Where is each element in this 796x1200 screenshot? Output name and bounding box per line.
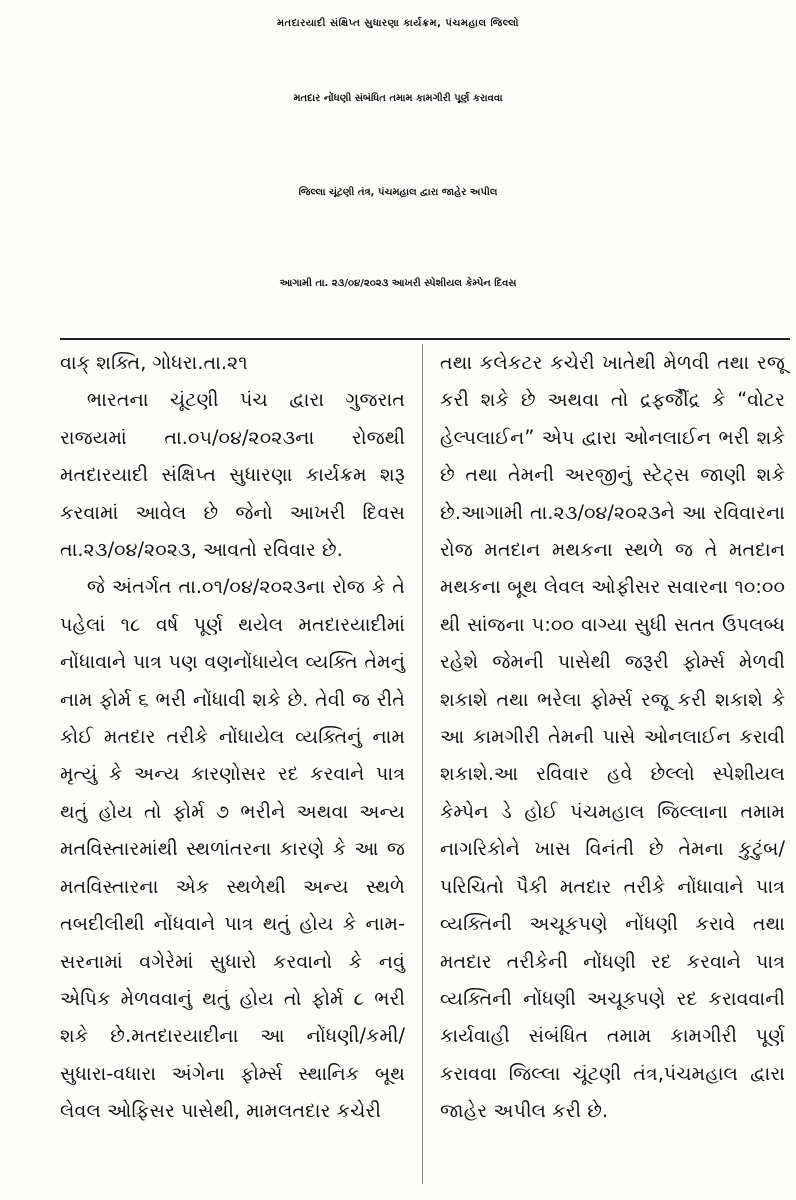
left-paragraph-2: જે અંતર્ગત તા.૦૧/૦૪/૨૦૨૩ના રોજ કે તે પહેલાં ૧૮ વર્ષ પૂર્ણ થયેલ મતદારયાદીમાં નોંધાવાને પાત્ર પણ વણનોંધાયેલ વ્યક્તિ તેમનું નામ ફોર્મ ૬ ભરી નોંધાવી શકે છે. તેવી જ રીતે કોઈ મતદાર તરીકે નોંધાયેલ વ્યક્તિનું નામ મૃત્યું કે અન્ય કારણોસર રદ કરવાને પાત્ર થતું હોય તો ફોર્મ ૭ ભરીને અથવા અન્ય મતવિસ્તારમાંથી સ્થળાંતરના કારણે કે આ જ મતવિસ્તારના એક સ્થળેથી અન્ય સ્થળે તબદીલીથી નોંધવાને પાત્ર થતું હોય કે નામ-સરનામાં વગેરેમાં સુધારો કરવાનો કે નવું એપિક મેળવવાનું થતું હોય તો ફોર્મ ૮ ભરી શકે છે.મતદારયાદીના આ નોંધણી/કમી/સુધારા-વધારા અંગેના ફોર્મ્સ સ્થાનિક બૂથ લેવલ ઓફિસર પાસેથી, મામલતદાર કચેરી bbox=[60, 575, 405, 1123]
dateline: વાક્ શક્તિ, ગોધરા.તા.૨૧ bbox=[60, 351, 248, 374]
right-paragraph-1: તથા કલેકટર કચેરી ખાતેથી મેળવી તથા રજૂ કરી શકે છે અથવા તો દ્રફજીૈંદ્ર કે “વોટર હેલ્પલાઈન” એપ દ્વારા ઓનલાઈન ભરી શકે છે તથા તેમની અરજીનું સ્ટેટ્સ જાણી શકે છે.આગામી તા.૨૩/૦૪/૨૦૨૩ને આ રવિવારના રોજ મતદાન મથકના સ્થળે જ તે મતદાન મથકના બૂથ લેવલ ઓફીસર સવારના ૧૦:૦૦ થી સાંજના ૫:૦૦ વાગ્યા સુધી સતત ઉપલબ્ધ રહેશે જેમની પાસેથી જરૂરી ફોર્મ્સ મેળવી શકાશે તથા ભરેલા ફોર્મ્સ રજૂ કરી શકાશે કે આ કામગીરી તેમની પાસે ઓનલાઈન કરાવી શકાશે.આ રવિવાર હવે છેલ્લો સ્પેશીયલ કેમ્પેન ડે હોઈ પંચમહાલ જિલ્લાના તમામ નાગરિકોને ખાસ વિનંતી છે તેમના કુટુંબ/પરિચિતો પૈકી મતદાર તરીકે નોંધાવાને પાત્ર વ્યક્તિની અચૂકપણે નોંધણી કરાવે તથા મતદાર તરીકેની નોંધણી રદ કરવાને પાત્ર વ્યક્તિની નોંધણી અચૂકપણે રદ કરાવવાની કાર્યવાહી સંબંધિત તમામ કામગીરી પૂર્ણ કરાવવા જિલ્લા ચૂંટણી તંત્ર,પંચમહાલ દ્વારા જાહેર અપીલ કરી છે. bbox=[440, 351, 785, 1123]
left-column bbox=[60, 344, 405, 1130]
top-rule bbox=[60, 338, 790, 340]
column-divider bbox=[422, 344, 423, 1184]
headline-line-2: જિલ્લા ચૂંટણી તંત્ર, પંચમહાલ દ્વારા જાહેર અપીલ bbox=[298, 187, 498, 198]
headline-line-1: મતદાર નોંધણી સંબંધિત તમામ કામગીરી પૂર્ણ કરાવવા bbox=[293, 93, 503, 104]
kicker-headline: મતદારયાદી સંક્ષિપ્ત સુધારણા કાર્યક્રમ, પંચમહાલ જિલ્લો bbox=[277, 18, 519, 29]
subheadline: આગામી તા. ૨૩/૦૪/૨૦૨૩ આખરી સ્પેશીયલ કેમ્પેન દિવસ bbox=[279, 278, 517, 289]
right-column bbox=[440, 344, 785, 1130]
left-paragraph-1: ભારતના ચૂંટણી પંચ દ્વારા ગુજરાત રાજયમાં તા.૦૫/૦૪/૨૦૨૩ના રોજથી મતદારયાદી સંક્ષિપ્ત સુધારણા કાર્યક્રમ શરૂ કરવામાં આવેલ છે જેનો આખરી દિવસ તા.૨૩/૦૪/૨૦૨૩, આવતો રવિવાર છે. bbox=[60, 388, 405, 562]
